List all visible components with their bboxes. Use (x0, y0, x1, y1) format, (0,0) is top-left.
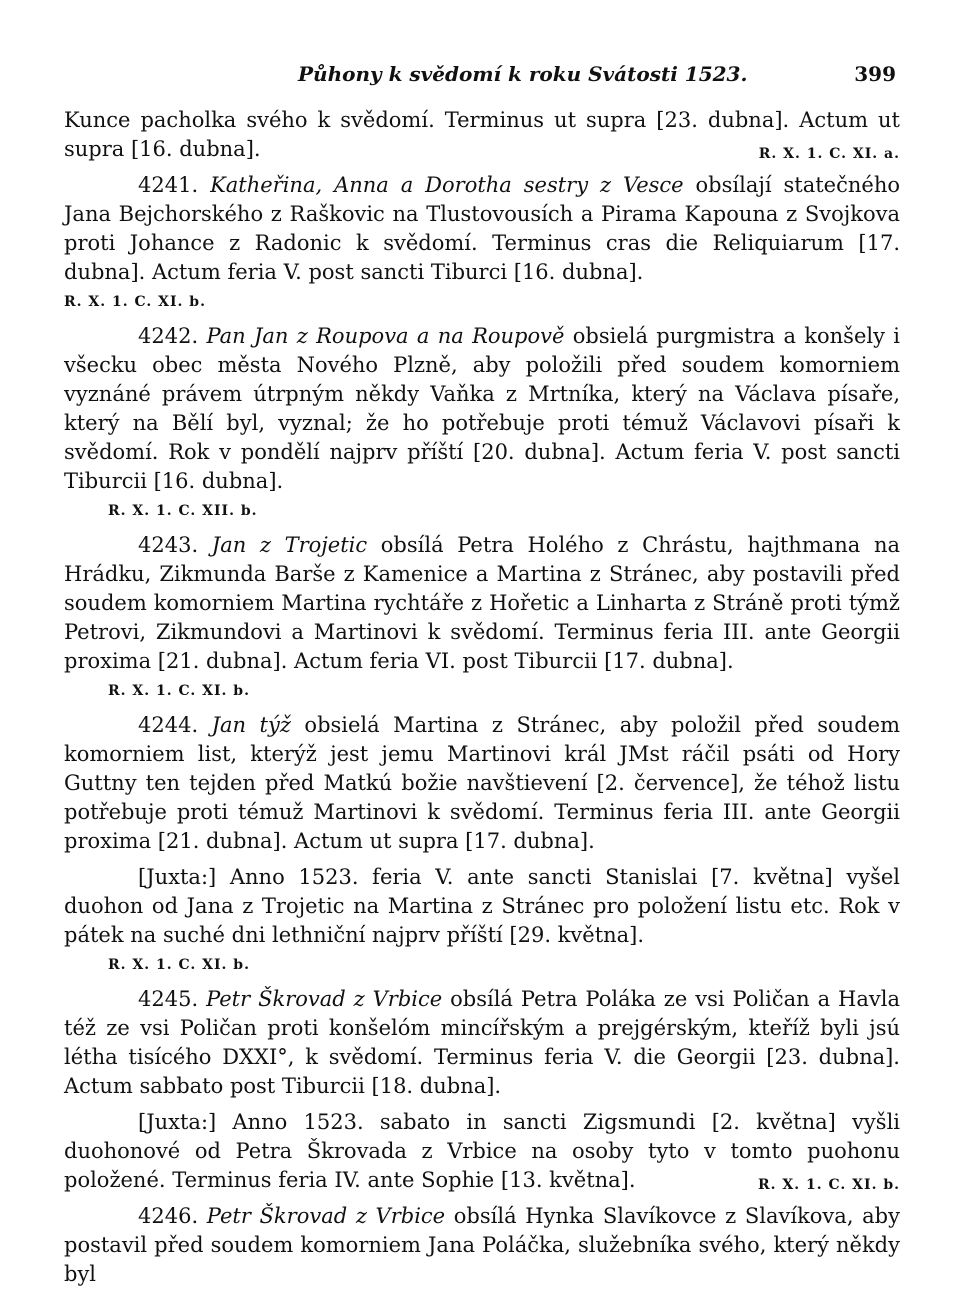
juxta-text: [Juxta:] Anno 1523. sabato in sancti Zigsmundi [2. května] vyšli duohonové od Petra Škrovada z Vrbice na osoby tyto v tomto puohonu položené. Terminus feria IV. ante Sophie [13. května]. (64, 1110, 900, 1192)
entry-4241 (64, 171, 900, 287)
archival-signature: R. X. 1. C. XI. b. (108, 957, 250, 973)
entry-text: obsílají statečného Jana Bejchorského z Raškovic na Tlustovousích a Pirama Kapouna z Svojkova proti Johance z Radonic k svědomí. Terminus cras die Reliquiarum [17. dubna]. Actum feria V. post sancti Tiburci [16. dubna]. (64, 173, 900, 284)
archival-signature: R. X. 1. C. XI. b. (64, 294, 206, 310)
juxta-note: [Juxta:] Anno 1523. feria V. ante sancti Stanislai [7. května] vyšel duohon od Jana z Trojetic na Martina z Stránec pro položení listu etc. Rok v pátek na suché dni lethniční najprv příští [29. května]. (64, 865, 900, 947)
entry-intro (64, 106, 900, 164)
archival-signature: R. X. 1. C. XI. b. (758, 1177, 900, 1193)
entry-number: 4244. (138, 713, 199, 737)
entry-parties: Katheřina, Anna a Dorotha sestry z Vesce (210, 173, 684, 197)
entry-parties: Jan z Trojetic (211, 533, 368, 557)
archival-signature: R. X. 1. C. XII. b. (108, 503, 258, 519)
entry-parties: Petr Škrovad z Vrbice (206, 1204, 446, 1228)
entry-number: 4245. (138, 987, 199, 1011)
entry-text: obsílá Hynka Slavíkovce z Slavíkova, aby postavil před soudem komorniem Jana Poláčka, služebníka svého, který někdy byl (64, 1204, 900, 1286)
entry-number: 4242. (138, 324, 199, 348)
entry-number: 4241. (138, 173, 199, 197)
entry-4243 (64, 531, 900, 676)
page-number: 399 (854, 62, 896, 86)
running-head (64, 58, 900, 92)
entry-parties: Pan Jan z Roupova a na Roupově (206, 324, 565, 348)
entry-text: obsielá purgmistra a konšely i všecku obec města Nového Plzně, aby položili před soudem komorniem vyznáné právem útrpným někdy Vaňka z Mrtníka, který na Václava písaře, který na Bělí byl, vyznal; že ho potřebuje proti témuž Václavovi písaři k svědomí. Rok v pondělí najprv příští [20. dubna]. Actum feria V. post sancti Tiburcii [16. dubna]. (64, 324, 900, 493)
body-text (64, 106, 900, 1289)
running-title: Půhony k svědomí k roku Svátosti 1523. (298, 62, 748, 86)
entry-4244 (64, 711, 900, 856)
document-page (64, 58, 900, 1291)
entry-number: 4243. (138, 533, 199, 557)
entry-text: obsielá Martina z Stránec, aby položil před soudem komorniem list, kterýž jest jemu Martinovi král JMst ráčil psáti od Hory Guttny ten tejden před Matkú božie navštievení [2. července], že téhož listu potřebuje proti témuž Martinovi k svědomí. Terminus feria III. ante Georgii proxima [21. dubna]. Actum ut supra [17. dubna]. (64, 713, 900, 853)
entry-4245 (64, 985, 900, 1101)
entry-parties: Petr Škrovad z Vrbice (206, 987, 443, 1011)
entry-number: 4246. (138, 1204, 199, 1228)
archival-signature: R. X. 1. C. XI. b. (108, 683, 250, 699)
juxta-note (64, 1108, 900, 1195)
entry-4242 (64, 322, 900, 496)
entry-text: obsílá Petra Holého z Chrástu, hajthmana na Hrádku, Zikmunda Barše z Kamenice a Martina z Stránec, aby postavili před soudem komorniem Martina rychtáře z Hořetic a Linharta z Stráně proti týmž Petrovi, Zikmundovi a Martinovi k svědomí. Terminus feria III. ante Georgii proxima [21. dubna]. Actum feria VI. post Tiburcii [17. dubna]. (64, 533, 900, 673)
entry-4246 (64, 1202, 900, 1289)
entry-parties: Jan týž (211, 713, 291, 737)
entry-text: obsílá Petra Poláka ze vsi Poličan a Havla též ze vsi Poličan proti konšelóm mincířským a prejgérským, kteříž byli jsú létha tisícého DXXI°, k svědomí. Terminus feria V. die Georgii [23. dubna]. Actum sabbato post Tiburcii [18. dubna]. (64, 987, 900, 1098)
archival-signature: R. X. 1. C. XI. a. (758, 146, 900, 162)
entry-text: Kunce pacholka svého k svědomí. Terminus ut supra [23. dubna]. Actum ut supra [16. dubna]. (64, 108, 900, 161)
